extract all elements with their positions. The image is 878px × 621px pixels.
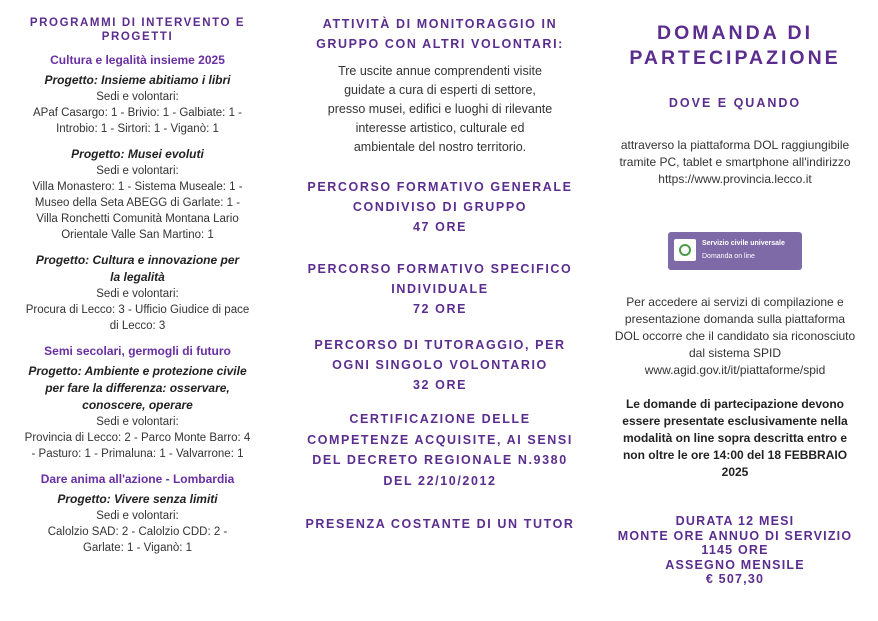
allowance-value: € 507,30 [705,572,765,586]
allowance-label: ASSEGNO MENSILE [665,557,805,572]
specific-training-label: PERCORSO FORMATIVO SPECIFICO INDIVIDUALE [307,262,573,296]
project-block [10,72,265,137]
dol-button[interactable] [668,232,802,270]
tutoring [300,335,580,395]
sedi-line: APaf Casargo: 1 - Brivio: 1 - Galbiate: 1 - [32,107,242,119]
project-block [10,363,265,462]
project-title: Progetto: Cultura e innovazione per la legalità [35,253,240,284]
tutoring-label: PERCORSO DI TUTORAGGIO, PER OGNI SINGOLO VOLONTARIO [314,338,566,372]
where-when-heading: DOVE E QUANDO [668,96,802,110]
specific-training-hours: 72 ORE [412,302,468,316]
sedi-label: Sedi e volontari: [96,91,179,103]
dol-title: Servizio civile universale [702,240,785,247]
tutor-presence: PRESENZA COSTANTE DI UN TUTOR [305,517,575,531]
sedi-label: Sedi e volontari: [96,165,179,177]
project-title: Progetto: Insieme abitiamo i libri [44,73,231,87]
middle-column [300,0,580,621]
project-title: Progetto: Musei evoluti [71,147,204,161]
hours-value: 1145 ORE [701,543,769,557]
sedi-line: Garlate: 1 - Viganò: 1 [82,542,193,554]
service-summary [600,514,870,587]
hours-label: MONTE ORE ANNUO DI SERVIZIO [617,528,853,543]
sedi-line: di Lecco: 3 [109,320,166,332]
section-title: Cultura e legalità insieme 2025 [50,53,225,67]
sedi-line: Villa Monastero: 1 - Sistema Museale: 1 - [32,181,243,193]
left-column [10,0,265,621]
platform-text: attraverso la piattaforma DOL raggiungibile tramite PC, tablet e smartphone all'indirizzo https://www.provincia.lecco.it [619,138,851,186]
specific-training [300,259,580,319]
sedi-line: - Pasturo: 1 - Primaluna: 1 - Valvarrone: 1 [31,448,244,460]
programs-heading: PROGRAMMI DI INTERVENTO E PROGETTI [29,17,246,43]
dol-subtitle: Domanda on line [702,253,755,260]
project-block [10,491,265,556]
project-title: Progetto: Ambiente e protezione civile per fare la differenza: osservare, conoscere, operare [28,364,247,412]
right-column [600,0,870,621]
page-title: DOMANDA DI PARTECIPAZIONE [629,22,841,69]
sedi-line: Museo della Seta ABEGG di Garlate: 1 - [34,197,241,209]
certification: CERTIFICAZIONE DELLE COMPETENZE ACQUISITE, AI SENSI DEL DECRETO REGIONALE N.9380 DEL 22/10/2012 [307,412,573,488]
project-block [10,146,265,243]
monitoring-text: Tre uscite annue comprendenti visite guidate a cura di esperti di settore, presso musei, edifici e luoghi di rilevante interesse artistico, culturale ed ambientale del nostro territorio. [327,64,553,154]
sedi-line: Villa Ronchetti Comunità Montana Lario [36,213,239,225]
sedi-line: Provincia di Lecco: 2 - Parco Monte Barro: 4 [24,432,251,444]
deadline-text: Le domande di partecipazione devono essere presentate esclusivamente nella modalità on line sopra descritta entro e non oltre le ore 14:00 del 18 FEBBRAIO 2025 [622,397,848,479]
general-training-hours: 47 ORE [412,220,468,234]
general-training-label: PERCORSO FORMATIVO GENERALE CONDIVISO DI GRUPPO [307,180,573,214]
general-training [300,177,580,237]
section-title: Semi secolari, germogli di futuro [44,344,231,358]
sedi-line: Introbio: 1 - Sirtori: 1 - Viganò: 1 [56,123,219,135]
sedi-label: Sedi e volontari: [96,288,179,300]
project-block [10,252,265,334]
duration: DURATA 12 MESI [675,514,795,528]
sedi-line: Calolzio SAD: 2 - Calolzio CDD: 2 - [47,526,228,538]
section-title: Dare anima all'azione - Lombardia [40,472,235,486]
monitoring-heading: ATTIVITÀ DI MONITORAGGIO IN GRUPPO CON ALTRI VOLONTARI: [316,17,564,51]
tutoring-hours: 32 ORE [412,378,468,392]
project-title: Progetto: Vivere senza limiti [57,492,218,506]
scu-logo-icon [674,239,696,261]
sedi-line: Procura di Lecco: 3 - Ufficio Giudice di pace [25,304,250,316]
spid-text: Per accedere ai servizi di compilazione e presentazione domanda sulla piattaforma DOL occorre che il candidato sia riconosciuto dal sistema SPID www.agid.gov.it/it/piattaforme/spid [614,295,856,377]
sedi-label: Sedi e volontari: [96,510,179,522]
sedi-line: Orientale Valle San Martino: 1 [61,229,214,241]
sedi-label: Sedi e volontari: [96,416,179,428]
